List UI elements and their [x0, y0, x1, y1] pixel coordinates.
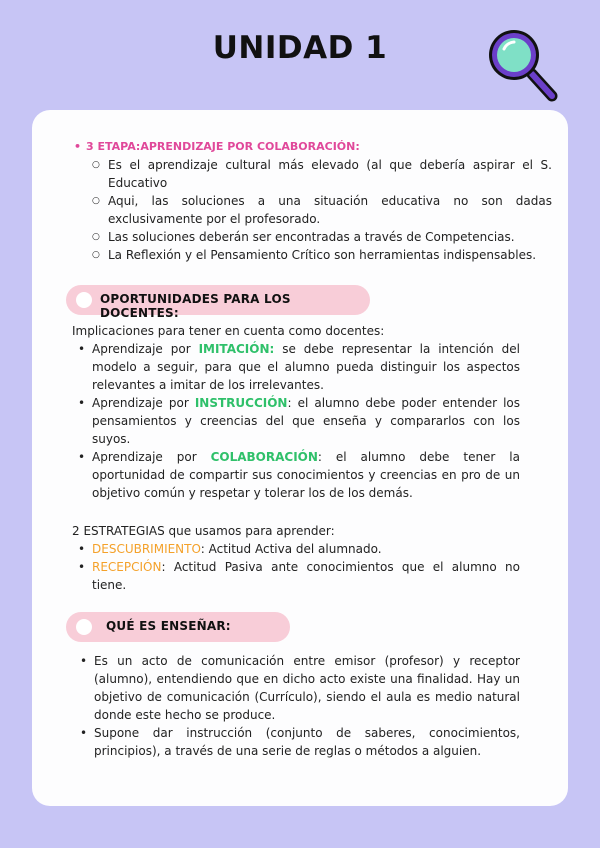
keyword: INSTRUCCIÓN: [194, 396, 288, 410]
magnifying-glass-icon: [480, 22, 560, 104]
section-label: OPORTUNIDADES PARA LOS DOCENTES:: [100, 292, 291, 320]
section-header-oportunidades: [66, 285, 370, 320]
section-intro: Implicaciones para tener en cuenta como docentes:: [72, 324, 385, 338]
page-title: UNIDAD 1: [212, 30, 388, 66]
list-item: • Aprendizaje por COLABORACIÓN: el alumno debe tener la oportunidad de compartir sus conocimientos y creencias en pro de un objetivo común y respetar y tolerar los de los demás.: [72, 448, 520, 502]
list-item: • Es un acto de comunicación entre emisor (profesor) y receptor (alumno), entendiendo que en dicho acto existe una finalidad. Hay un objetivo de comunicación (Currículo), siendo el aula es medio natural donde este hecho se produce.: [74, 652, 520, 724]
list-item: • Aprendizaje por IMITACIÓN: se debe representar la intención del modelo a seguir, para que el alumno pueda distinguir los aspectos relevantes a imitar de los irrelevantes.: [72, 340, 520, 394]
stage3-heading: • 3 ETAPA:APRENDIZAJE POR COLABORACIÓN:: [72, 138, 552, 156]
keyword: DESCUBRIMIENTO: [92, 542, 201, 556]
section2-body: [74, 652, 520, 760]
stage3-list: [72, 138, 552, 264]
strategies-body: [72, 522, 520, 594]
strategies-intro: 2 ESTRATEGIAS que usamos para aprender:: [72, 524, 335, 538]
bullet-circle-icon: [76, 292, 92, 308]
section1-body: [72, 322, 520, 502]
keyword: COLABORACIÓN: [210, 450, 318, 464]
list-item: • Supone dar instrucción (conjunto de saberes, conocimientos, principios), a través de una serie de reglas o métodos a alguien.: [74, 724, 520, 760]
section-header-que-es-ensenar: [66, 612, 290, 642]
bullet-circle-icon: [76, 619, 92, 635]
list-item: ○ La Reflexión y el Pensamiento Crítico son herramientas indispensables.: [92, 246, 552, 264]
keyword: IMITACIÓN:: [198, 342, 275, 356]
list-item: • DESCUBRIMIENTO: Actitud Activa del alumnado.: [72, 540, 520, 558]
keyword: RECEPCIÓN: [92, 560, 162, 574]
list-item: ○ Las soluciones deberán ser encontradas a través de Competencias.: [92, 228, 552, 246]
section-label: QUÉ ES ENSEÑAR:: [106, 619, 231, 633]
list-item: ○ Aqui, las soluciones a una situación educativa no son dadas exclusivamente por el profesorado.: [92, 192, 552, 228]
list-item: • Aprendizaje por INSTRUCCIÓN: el alumno debe poder entender los pensamientos y creencias del que enseña y compararlos con los suyos.: [72, 394, 520, 448]
list-item: ○ Es el aprendizaje cultural más elevado (al que debería aspirar el S. Educativo: [92, 156, 552, 192]
list-item: • RECEPCIÓN: Actitud Pasiva ante conocimientos que el alumno no tiene.: [72, 558, 520, 594]
